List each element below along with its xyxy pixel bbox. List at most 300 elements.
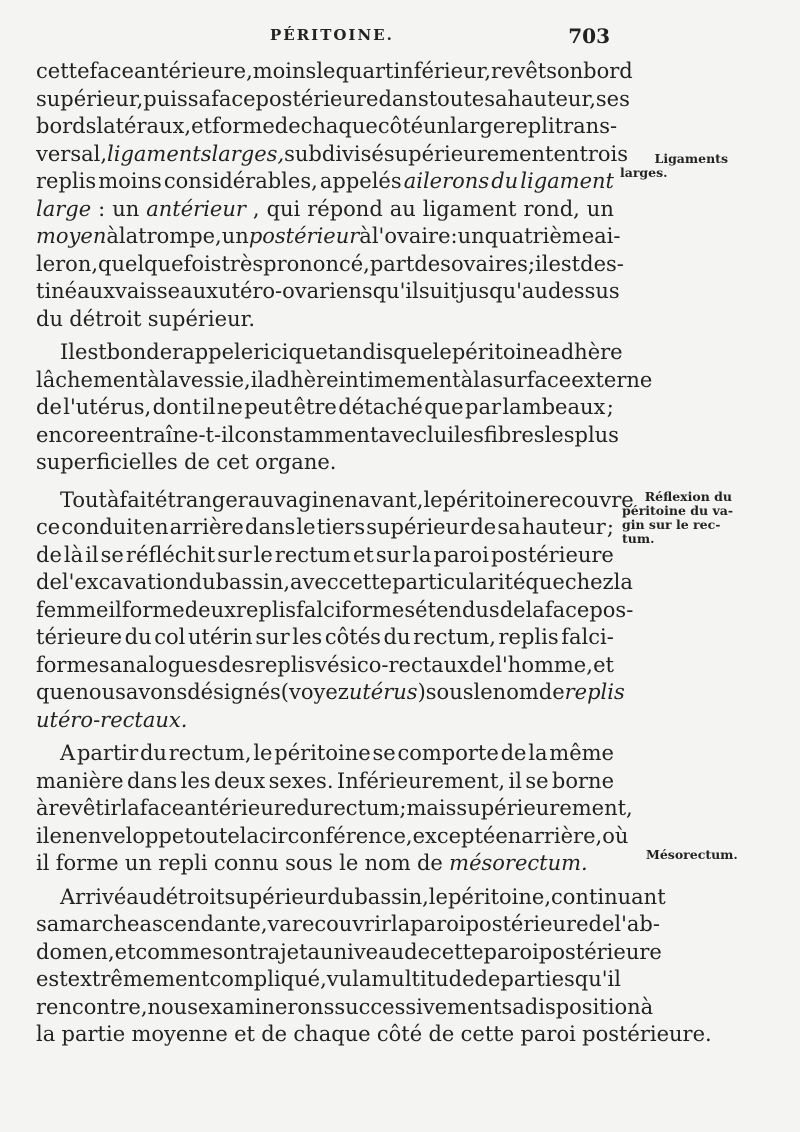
text-word: nous (147, 994, 198, 1019)
text-line (36, 278, 620, 306)
margin-note-line: péritoine du va- (622, 503, 734, 518)
text-word: externe (571, 367, 653, 392)
text-word: de (36, 542, 62, 567)
text-word: ; (399, 796, 407, 820)
text-word: arrière (169, 515, 244, 539)
text-word: de (404, 939, 431, 964)
text-word: leron (36, 251, 92, 276)
italic-word: larges, (211, 141, 285, 166)
text-line (36, 569, 633, 597)
text-word: un (457, 224, 485, 248)
text-word: fibres (483, 422, 545, 447)
text-word: versal, (36, 141, 108, 166)
text-word: excepté (412, 823, 496, 848)
text-word: il (108, 597, 122, 622)
text-word: l'excavation (61, 570, 189, 594)
text-word: marche (59, 912, 140, 936)
text-word: un (423, 114, 451, 138)
text-word: comme (135, 939, 213, 964)
text-word: supérieurement, (456, 796, 633, 820)
text-word: il (36, 851, 50, 875)
text-line (36, 339, 623, 367)
text-word: postérieure (490, 542, 614, 567)
text-word: et (352, 542, 374, 567)
text-word: de (274, 114, 301, 138)
text-word: la (473, 367, 493, 392)
text-word: supérieur (224, 884, 328, 909)
text-word: utéro-ovariens (217, 279, 373, 303)
text-word: détroit (69, 306, 142, 331)
text-word: péritoine (274, 741, 371, 765)
text-word: extrêmement (67, 967, 210, 991)
text-word: surface (492, 367, 572, 392)
text-word: le (296, 515, 316, 539)
text-word: l'ab- (614, 912, 660, 936)
text-word: compliqué, (209, 967, 327, 991)
text-word: intimement (338, 367, 461, 392)
text-word: toute (184, 823, 240, 848)
text-word: forme (55, 851, 119, 875)
text-line (36, 449, 614, 477)
text-word: le (253, 741, 273, 765)
text-word: adhère (548, 340, 623, 364)
text-word: un (221, 224, 249, 248)
text-word: sa (36, 912, 60, 936)
text-word: replis (254, 652, 316, 677)
italic-word: ligaments (107, 141, 212, 166)
text-word: lui (426, 422, 454, 447)
text-word: au (389, 196, 416, 221)
text-word: bords (36, 114, 97, 138)
margin-note-reflexion (622, 490, 732, 546)
text-line (36, 141, 629, 169)
text-word: postérieure (538, 939, 662, 964)
text-word: suit (418, 279, 459, 303)
text-word: paroi (483, 939, 539, 964)
text-word: que (36, 680, 76, 704)
text-word: les (453, 422, 484, 447)
text-line (36, 795, 633, 823)
text-word: trompe, (138, 224, 222, 248)
text-word: part (369, 251, 415, 276)
text-word: l'ovaire (371, 224, 451, 248)
text-word: est (36, 967, 68, 991)
text-word: il (508, 768, 522, 793)
text-word: il (535, 251, 549, 276)
text-word: même (549, 741, 614, 765)
text-word: partir (76, 741, 139, 765)
text-word: pos- (589, 597, 634, 622)
text-word: sur (375, 542, 411, 567)
text-word: de (261, 1022, 288, 1046)
text-word: où (602, 823, 629, 848)
italic-word: postérieur (248, 224, 360, 248)
text-word: ; (606, 395, 614, 419)
text-word: trois (579, 141, 629, 166)
text-word: particularité (392, 570, 526, 594)
text-word: tandis (327, 340, 394, 364)
text-word: qui (266, 196, 301, 221)
text-word: en (495, 823, 522, 848)
italic-word: antérieur (146, 196, 246, 221)
text-word: des (218, 652, 255, 677)
text-word: replis (498, 625, 559, 649)
margin-note-line: Réflexion du (644, 489, 732, 504)
text-word: vu (326, 967, 353, 991)
text-word: à (147, 367, 160, 392)
text-word: il (36, 823, 50, 848)
italic-word: du (491, 169, 519, 193)
text-word: sous (285, 851, 333, 875)
text-word: supérieur. (147, 306, 256, 331)
text-word: péritoine, (447, 884, 552, 909)
text-word: quart (335, 59, 394, 83)
margin-note-line: Ligaments (654, 151, 728, 166)
text-word: revêt (491, 59, 547, 83)
italic-word: utérus (348, 680, 418, 704)
text-word: face (139, 796, 185, 820)
text-word: son (546, 59, 584, 83)
text-word: être (293, 395, 337, 419)
text-word: sous (425, 680, 474, 704)
text-line (36, 939, 662, 967)
text-word: repli (505, 114, 555, 138)
text-word: à (106, 487, 120, 512)
text-word: bord (583, 59, 633, 83)
margin-note-mesorectum (646, 848, 738, 862)
text-word: qu'il (372, 279, 419, 303)
text-word: replis (36, 169, 97, 193)
text-word: bassin, (215, 570, 291, 594)
text-word: tiers (316, 515, 366, 539)
text-word: réfléchit (125, 542, 216, 567)
text-word: conduit (61, 515, 142, 539)
text-word: nom (364, 851, 411, 875)
text-word: rappeler (172, 340, 264, 364)
text-word: la (412, 542, 432, 567)
text-word: avec (378, 422, 427, 447)
text-word: de (184, 450, 210, 474)
text-word: le (423, 487, 443, 512)
text-word: du (124, 625, 152, 649)
text-word: il (250, 367, 265, 392)
running-title: PÉRITOINE. (270, 26, 394, 44)
text-word: des (414, 251, 451, 276)
text-word: vésico-rectaux (315, 652, 470, 677)
text-word: ; (527, 251, 536, 276)
text-word: au (247, 487, 274, 512)
text-word: postérieure (255, 86, 379, 111)
text-word: vagin (273, 487, 332, 512)
text-word: borne (551, 768, 614, 793)
text-word: en (553, 141, 580, 166)
text-word: forme (121, 597, 185, 622)
text-word: inférieur, (393, 59, 492, 83)
text-word: bassin, (354, 884, 429, 909)
text-line (36, 1021, 712, 1049)
text-line (36, 168, 614, 196)
text-word: étranger (154, 487, 248, 512)
text-word: considérables, (163, 169, 318, 193)
text-line (36, 911, 660, 939)
text-line (36, 966, 621, 994)
text-word: adhère (264, 367, 339, 392)
text-word: que (288, 340, 328, 364)
text-word: avant, (357, 487, 424, 512)
page-number: 703 (568, 24, 610, 48)
text-word: sa (484, 86, 508, 111)
text-word: l'homme, (495, 652, 593, 677)
text-word: partie (61, 1022, 126, 1046)
text-word: disposition (524, 994, 641, 1019)
text-word: ; (606, 515, 614, 539)
text-word: détaché (338, 395, 423, 419)
text-word: supérieur (366, 515, 470, 539)
text-word: rectum (323, 796, 400, 820)
text-word: est (548, 251, 581, 276)
text-word: son (212, 939, 250, 964)
text-word: à (460, 367, 474, 392)
text-word: est (75, 340, 107, 364)
text-line (36, 542, 614, 570)
text-word: la (120, 796, 140, 820)
text-word: fait (119, 487, 155, 512)
text-word: à (106, 224, 119, 248)
text-word: latéraux, (96, 114, 192, 138)
text-word: prononcé, (263, 251, 370, 276)
text-word: dont (152, 395, 201, 419)
text-word: péritoine (442, 487, 539, 512)
text-word: falciformes (296, 597, 416, 622)
text-word: des- (580, 251, 624, 276)
text-word: de (588, 912, 615, 936)
text-word: paroi (520, 1022, 576, 1046)
text-word: du (139, 741, 167, 765)
text-word: cet (216, 450, 249, 474)
text-word: face (544, 597, 590, 622)
text-word: du (327, 884, 355, 909)
text-word: tiné (36, 279, 78, 303)
text-word: domen, (36, 939, 115, 964)
text-word: ici (263, 340, 289, 364)
text-word: de (416, 851, 443, 875)
text-word: il (202, 395, 216, 419)
text-word: par (465, 395, 502, 419)
text-word: organe. (255, 450, 337, 474)
text-word: encore (36, 422, 109, 447)
running-header (270, 26, 610, 56)
margin-note-line: gin sur le rec- (622, 517, 721, 532)
text-word: circonférence, (259, 823, 413, 848)
text-word: l'utérus, (63, 395, 152, 419)
text-word: le (339, 851, 359, 875)
text-word: chaque (293, 1022, 371, 1046)
margin-note-line: larges. (620, 165, 668, 180)
text-word: hauteur (521, 515, 606, 539)
text-word: la (613, 570, 633, 594)
italic-word: large (36, 196, 92, 221)
text-word: enveloppe (75, 823, 185, 848)
text-word: face (89, 59, 134, 83)
text-word: le (253, 542, 273, 567)
text-word: sur (217, 542, 252, 567)
text-word: du (188, 570, 216, 594)
text-word: ) (417, 680, 426, 704)
text-word: le (428, 884, 448, 909)
text-word: de (499, 597, 526, 622)
text-word: paroi (433, 542, 489, 567)
text-line (36, 58, 633, 86)
text-line (36, 624, 614, 652)
text-word: il (85, 542, 99, 567)
text-line (36, 306, 614, 334)
text-word: entraîne-t-il (108, 422, 235, 447)
text-word: femme (36, 597, 109, 622)
text-word: à (640, 994, 654, 1019)
margin-note-ligaments-larges (620, 152, 728, 180)
text-word: : (98, 196, 106, 221)
text-line (36, 679, 625, 707)
text-word: trajet (249, 939, 308, 964)
text-word: , (91, 251, 99, 276)
text-word: utérin (188, 625, 253, 649)
text-word: la (159, 367, 180, 392)
text-word: le (432, 340, 452, 364)
text-line (36, 367, 653, 395)
text-word: ovaires (450, 251, 528, 276)
text-word: térieure (36, 625, 123, 649)
text-word: en (49, 823, 76, 848)
text-word: la (239, 823, 260, 848)
text-word: de (538, 680, 565, 704)
text-word: un (586, 196, 614, 221)
text-word: le (473, 680, 493, 704)
text-word: le (316, 59, 336, 83)
text-word: jusqu'au (458, 279, 548, 303)
text-word: la (352, 967, 372, 991)
text-word: très (221, 251, 264, 276)
text-word: supérieur, (36, 86, 144, 111)
text-word: rencontre, (36, 994, 148, 1019)
text-word: antérieure, (133, 59, 253, 83)
text-word: et (114, 939, 136, 964)
text-word: sur (255, 625, 290, 649)
text-word: connu (213, 851, 279, 875)
text-word: de (36, 395, 62, 419)
text-word: nom (492, 680, 539, 704)
text-word: rectum, (168, 741, 252, 765)
text-word: et (191, 114, 212, 138)
text-word: se (100, 542, 124, 567)
text-word: formes (36, 652, 110, 677)
text-word: ligament (422, 196, 517, 221)
text-word: vessie, (179, 367, 251, 392)
text-word: multitude (371, 967, 475, 991)
text-word: examinerons (198, 994, 335, 1019)
text-word: dessus (547, 279, 620, 303)
text-word: : (450, 224, 458, 248)
text-word: supérieurement (383, 141, 554, 166)
text-line (36, 113, 618, 141)
text-word: de (36, 570, 62, 594)
text-word: peut (244, 395, 293, 419)
text-word: large (450, 114, 506, 138)
text-line (36, 823, 629, 851)
text-word: cette (338, 570, 393, 594)
text-word: nous (75, 680, 126, 704)
text-word: sa (497, 515, 521, 539)
text-line (36, 422, 619, 450)
text-word: subdivisé (284, 141, 384, 166)
text-word: manière (36, 768, 124, 793)
text-word: la (528, 741, 548, 765)
text-word: , (252, 196, 260, 221)
text-word: rond, (523, 196, 580, 221)
text-word: toute (428, 86, 485, 111)
text-word: de (500, 741, 527, 765)
text-word: falci- (561, 625, 614, 649)
text-word: quatrième (484, 224, 595, 248)
text-word: à (359, 224, 372, 248)
text-word: ai- (594, 224, 621, 248)
text-word: de (474, 967, 501, 991)
text-word: et (234, 1022, 255, 1046)
text-word: avec (290, 570, 339, 594)
margin-note-line: tum. (622, 531, 655, 546)
text-word: cette (36, 59, 90, 83)
text-word: ses (595, 86, 630, 111)
text-word: rectum, (413, 625, 496, 649)
text-word: appelés (319, 169, 402, 193)
text-word: la (525, 597, 545, 622)
text-word: lâchement (36, 367, 148, 392)
margin-note-line: Mésorectum. (646, 847, 738, 862)
text-word: recouvre (539, 487, 634, 512)
text-word: vaisseaux (115, 279, 218, 303)
text-word: de (428, 1022, 455, 1046)
text-line (36, 740, 614, 768)
text-word: A (60, 741, 76, 765)
text-word: du (296, 796, 324, 820)
text-word: cette (460, 1022, 515, 1046)
text-line (36, 707, 614, 735)
italic-word: moyen (36, 224, 107, 248)
text-word: que (393, 340, 433, 364)
text-word: au (126, 884, 153, 909)
text-word: sexes. (268, 768, 334, 793)
text-word: superficielles (36, 450, 178, 474)
text-word: désignés (187, 680, 281, 704)
text-word: antérieure (184, 796, 297, 820)
text-word: quelquefois (98, 251, 222, 276)
text-line (36, 86, 630, 114)
text-word: paroi (410, 912, 466, 936)
text-word: deux (184, 597, 236, 622)
text-word: comporte (397, 741, 499, 765)
text-word: un (124, 851, 152, 875)
text-word: sa (187, 86, 212, 111)
text-word: de (146, 340, 173, 364)
text-word: Arrivé (60, 884, 127, 909)
text-line (36, 768, 614, 796)
text-word: que (525, 570, 565, 594)
text-word: chaque (300, 114, 378, 138)
text-word: forme (211, 114, 275, 138)
text-word: sa (501, 994, 525, 1019)
text-word: face (211, 86, 256, 111)
text-word: détroit (152, 884, 225, 909)
italic-word: utéro-rectaux. (36, 707, 188, 732)
